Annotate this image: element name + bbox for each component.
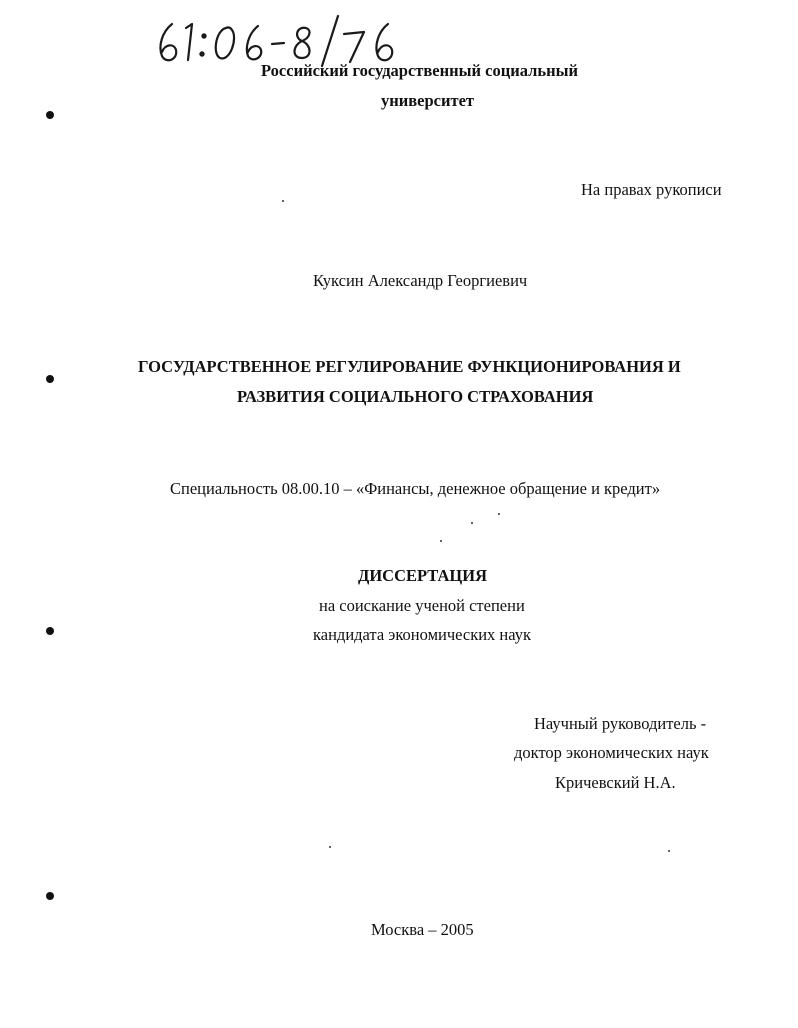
punch-dot — [46, 111, 54, 119]
specialty: Специальность 08.00.10 – «Финансы, денежное обращение и кредит» — [170, 479, 661, 498]
city-year: Москва – 2005 — [371, 920, 474, 939]
manuscript-note: На правах рукописи — [581, 180, 722, 199]
punch-dot — [46, 375, 54, 383]
scan-speck — [440, 540, 442, 542]
punch-dot — [46, 892, 54, 900]
punch-dot — [46, 627, 54, 635]
supervisor-line-1: Научный руководитель - — [534, 714, 707, 733]
dissertation-line-1: на соискание ученой степени — [319, 596, 525, 615]
scan-speck — [471, 522, 473, 524]
scan-speck — [668, 850, 670, 852]
university-line-1: Российский государственный социальный — [261, 61, 579, 80]
scan-speck — [498, 513, 500, 515]
title-line-2: РАЗВИТИЯ СОЦИАЛЬНОГО СТРАХОВАНИЯ — [237, 387, 594, 406]
university-line-2: университет — [381, 91, 475, 110]
supervisor-line-3: Кричевский Н.А. — [555, 773, 676, 792]
dissertation-line-2: кандидата экономических наук — [313, 625, 532, 644]
author-name: Куксин Александр Георгиевич — [313, 271, 528, 290]
dissertation-heading: ДИССЕРТАЦИЯ — [358, 566, 487, 585]
scan-speck — [282, 200, 284, 202]
supervisor-line-2: доктор экономических наук — [514, 743, 709, 762]
scan-speck — [329, 846, 331, 848]
title-line-1: ГОСУДАРСТВЕННОЕ РЕГУЛИРОВАНИЕ ФУНКЦИОНИРОВАНИЯ И — [138, 357, 681, 376]
